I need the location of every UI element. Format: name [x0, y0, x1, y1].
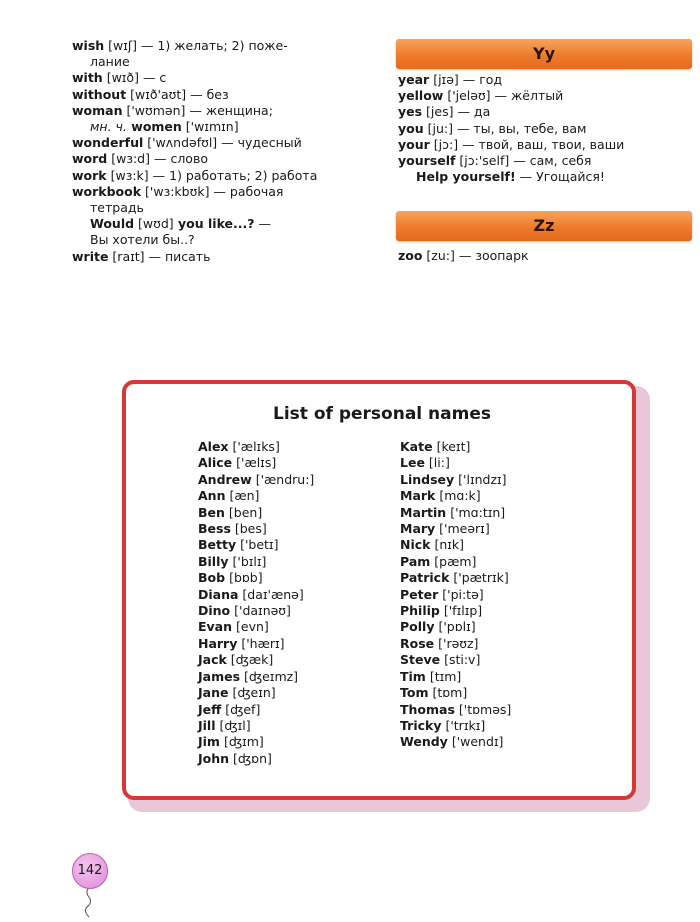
personal-name: Wendy — [400, 734, 448, 750]
name-transcription: ['trɪkɪ] — [445, 717, 486, 733]
name-transcription: [ʤæk] — [230, 652, 274, 668]
transcription: [wɜ:k] — [106, 167, 149, 183]
personal-name: Betty — [198, 537, 237, 553]
name-transcription: ['tɒməs] — [458, 701, 512, 717]
personal-name: Thomas — [400, 701, 455, 717]
name-transcription: ['bɪlɪ] — [232, 553, 267, 569]
headword: Would — [90, 216, 135, 232]
grammar-note: мн. ч. — [90, 119, 127, 135]
headword: yes — [398, 104, 423, 120]
name-transcription: ['meərɪ] — [439, 521, 490, 537]
personal-name: Mark — [400, 488, 436, 504]
transcription: [wɪð] — [102, 70, 139, 86]
personal-name: Peter — [400, 586, 439, 602]
transcription: [wɜ:d] — [107, 151, 150, 167]
name-transcription: ['hærɪ] — [241, 635, 285, 651]
name-transcription: ['daɪnəʊ] — [234, 603, 291, 619]
transcription: [jɪə] — [429, 72, 459, 87]
translation: — женщина; — [185, 102, 273, 118]
translation: — 1) желать; 2) поже- — [136, 38, 288, 53]
transcription: ['jeləʊ] — [443, 88, 491, 104]
transcription: ['wɜ:kbʊk] — [141, 183, 210, 199]
personal-name: Steve — [400, 652, 441, 668]
personal-name: Tim — [400, 668, 426, 684]
personal-name: Billy — [198, 553, 229, 569]
personal-name: Ben — [198, 504, 225, 520]
transcription: [wɪð'aʊt] — [126, 86, 187, 102]
headword: without — [72, 86, 127, 102]
name-transcription: [æn] — [229, 488, 260, 504]
personal-name: Bob — [198, 570, 226, 586]
entry-continuation: лание — [90, 54, 130, 70]
personal-name: Jim — [198, 734, 220, 750]
personal-name: Patrick — [400, 570, 450, 586]
personal-name: Diana — [198, 586, 239, 602]
transcription: ['wɪmɪn] — [181, 119, 239, 135]
transcription: [jɔ:] — [429, 136, 459, 152]
page-number-balloon — [72, 853, 108, 889]
personal-name: Ann — [198, 488, 226, 504]
name-transcription: [nɪk] — [434, 537, 465, 553]
entry-continuation: Вы хотели бы..? — [90, 232, 195, 248]
translation: — 1) работать; 2) работа — [148, 167, 318, 183]
personal-name: John — [198, 750, 230, 766]
name-transcription: ['ælɪs] — [236, 455, 277, 471]
transcription: ['wʌndəfʊl] — [143, 135, 218, 151]
headword: woman — [72, 102, 123, 118]
name-transcription: [sti:v] — [444, 652, 481, 668]
personal-name: Alice — [198, 455, 233, 471]
headword: workbook — [72, 183, 142, 199]
names-list-title: List of personal names — [273, 404, 491, 424]
personal-name: Rose — [400, 635, 435, 651]
name-transcription: [evn] — [236, 619, 269, 635]
name-transcription: [ben] — [228, 504, 263, 520]
translation: — писать — [144, 248, 211, 264]
headword: wish — [72, 38, 105, 53]
headword: yellow — [398, 88, 444, 104]
personal-name: Bess — [198, 521, 231, 537]
name-transcription: [ʤɪl] — [219, 717, 251, 733]
transcription: [wʊd] — [134, 216, 174, 232]
name-transcription: ['pætrɪk] — [453, 570, 509, 586]
section-letter-yy: Yy — [532, 44, 555, 63]
headword: you — [398, 120, 424, 136]
name-transcription: [ʤeɪmz] — [244, 668, 299, 684]
translation: — год — [458, 72, 503, 87]
transcription: [jes] — [422, 104, 454, 120]
personal-name: Evan — [198, 619, 233, 635]
personal-name: Polly — [400, 619, 435, 635]
headword: year — [398, 72, 430, 87]
transcription: ['wʊmən] — [122, 102, 186, 118]
personal-name: Lee — [400, 455, 425, 471]
translation: — чудесный — [217, 135, 302, 151]
headword: with — [72, 70, 103, 86]
personal-name: Martin — [400, 504, 447, 520]
transcription: [wɪʃ] — [104, 38, 137, 53]
translation: — без — [186, 86, 229, 102]
personal-name: Harry — [198, 635, 238, 651]
headword: word — [72, 151, 108, 167]
transcription: [ju:] — [423, 120, 453, 136]
personal-name: Kate — [400, 439, 433, 454]
name-transcription: ['pi:tə] — [442, 586, 484, 602]
name-transcription: [tɒm] — [432, 685, 468, 701]
name-transcription: [ʤɪm] — [223, 734, 264, 750]
name-transcription: [pæm] — [434, 553, 477, 569]
headword: Help yourself! — [416, 169, 516, 185]
personal-name: Tom — [400, 685, 429, 701]
name-transcription: ['fɪlɪp] — [443, 603, 483, 619]
section-letter-zz: Zz — [533, 216, 555, 235]
name-transcription: [mɑ:k] — [439, 488, 481, 504]
personal-name: Nick — [400, 537, 431, 553]
name-transcription: ['ælɪks] — [232, 439, 280, 454]
name-transcription: ['ændru:] — [255, 471, 315, 487]
headword-continued: you like...? — [173, 216, 255, 232]
page-number: 142 — [77, 863, 103, 878]
personal-name: Tricky — [400, 717, 442, 733]
name-transcription: ['betɪ] — [240, 537, 279, 553]
name-transcription: ['lɪndzɪ] — [458, 471, 507, 487]
name-transcription: ['pɒlɪ] — [438, 619, 476, 635]
personal-name: James — [198, 668, 241, 684]
name-transcription: [li:] — [428, 455, 450, 471]
name-transcription: [ʤeɪn] — [232, 685, 276, 701]
name-transcription: [ʤɒn] — [233, 750, 272, 766]
translation: — сам, себя — [509, 153, 592, 169]
personal-name: Jill — [198, 717, 216, 733]
transcription: [raɪt] — [108, 248, 145, 264]
transcription: [jɔ:'self] — [455, 153, 510, 169]
personal-name: Mary — [400, 521, 436, 537]
headword: wonderful — [72, 135, 144, 151]
name-transcription: [bes] — [234, 521, 267, 537]
translation: — да — [453, 104, 491, 120]
headword: women — [126, 119, 182, 135]
translation: — слово — [150, 151, 208, 167]
personal-name: Jeff — [198, 701, 222, 717]
name-transcription: [keɪt] — [436, 439, 471, 454]
personal-name: Dino — [198, 603, 231, 619]
headword: write — [72, 248, 109, 264]
translation: — — [254, 216, 272, 232]
translation: — Угощайся! — [515, 169, 605, 185]
name-transcription: [ʤef] — [225, 701, 261, 717]
headword: your — [398, 136, 430, 152]
personal-name: Jack — [198, 652, 227, 668]
personal-name: Philip — [400, 603, 440, 619]
translation: — твой, ваш, твои, ваши — [458, 136, 625, 152]
translation: — рабочая — [209, 183, 284, 199]
name-transcription: [tɪm] — [429, 668, 462, 684]
translation: — с — [138, 70, 167, 86]
headword: work — [72, 167, 107, 183]
name-transcription: ['mɑ:tɪn] — [450, 504, 506, 520]
entry-continuation: тетрадь — [90, 200, 144, 216]
name-transcription: ['rəʊz] — [438, 635, 479, 651]
personal-name: Lindsey — [400, 471, 455, 487]
translation: — жёлтый — [490, 88, 564, 104]
name-transcription: ['wendɪ] — [451, 734, 504, 750]
personal-name: Jane — [198, 685, 229, 701]
personal-name: Pam — [400, 553, 431, 569]
name-transcription: [bɒb] — [229, 570, 263, 586]
translation: — ты, вы, тебе, вам — [452, 120, 587, 136]
headword: yourself — [398, 153, 456, 169]
personal-name: Andrew — [198, 471, 252, 487]
name-transcription: [daɪ'ænə] — [242, 586, 304, 602]
dictionary-entry-zoo: zoo [zu:] — зоопарк — [398, 248, 529, 263]
personal-name: Alex — [198, 439, 229, 454]
